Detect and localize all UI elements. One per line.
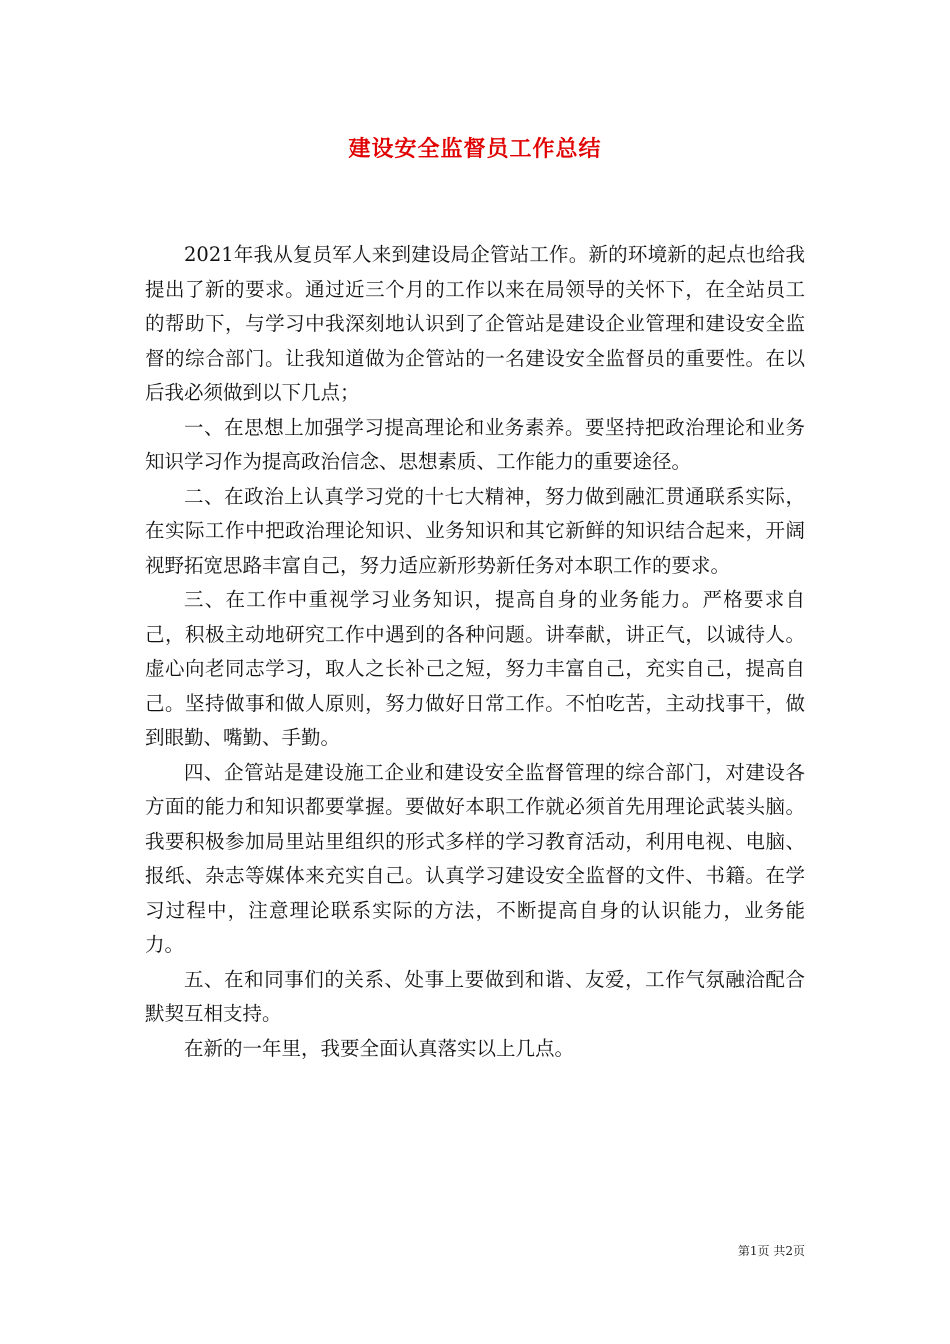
paragraph-intro: 2021年我从复员军人来到建设局企管站工作。新的环境新的起点也给我提出了新的要求。通过近三个月的工作以来在局领导的关怀下，在全站员工的帮助下，与学习中我深刻地认识到了企管站是建设企业管理和建设安全监督的综合部门。让我知道做为企管站的一名建设安全监督员的重要性。在以后我必须做到以下几点； xyxy=(145,243,805,404)
paragraph-point-4: 四、企管站是建设施工企业和建设安全监督管理的综合部门，对建设各方面的能力和知识都要掌握。要做好本职工作就必须首先用理论武装头脑。我要积极参加局里站里组织的形式多样的学习教育活动，利用电视、电脑、报纸、杂志等媒体来充实自己。认真学习建设安全监督的文件、书籍。在学习过程中，注意理论联系实际的方法，不断提高自身的认识能力，业务能力。 xyxy=(145,760,805,956)
page-number xyxy=(738,1243,805,1259)
document-body xyxy=(145,238,805,1066)
paragraph-point-1: 一、在思想上加强学习提高理论和业务素养。要坚持把政治理论和业务知识学习作为提高政治信念、思想素质、工作能力的重要途径。 xyxy=(145,415,805,473)
paragraph-conclusion: 在新的一年里，我要全面认真落实以上几点。 xyxy=(184,1036,575,1060)
document-title: 建设安全监督员工作总结 xyxy=(348,136,602,162)
page-number-label: 第1页 共2页 xyxy=(737,1244,805,1258)
paragraph-point-5: 五、在和同事们的关系、处事上要做到和谐、友爱，工作气氛融洽配合默契互相支持。 xyxy=(145,967,805,1025)
paragraph-point-2: 二、在政治上认真学习党的十七大精神，努力做到融汇贯通联系实际，在实际工作中把政治理论知识、业务知识和其它新鲜的知识结合起来，开阔视野拓宽思路丰富自己，努力适应新形势新任务对本职工作的要求。 xyxy=(145,484,805,577)
paragraph-point-3: 三、在工作中重视学习业务知识，提高自身的业务能力。严格要求自己，积极主动地研究工作中遇到的各种问题。讲奉献，讲正气，以诚待人。虚心向老同志学习，取人之长补己之短，努力丰富自己，充实自己，提高自己。坚持做事和做人原则，努力做好日常工作。不怕吃苦，主动找事干，做到眼勤、嘴勤、手勤。 xyxy=(145,588,805,749)
